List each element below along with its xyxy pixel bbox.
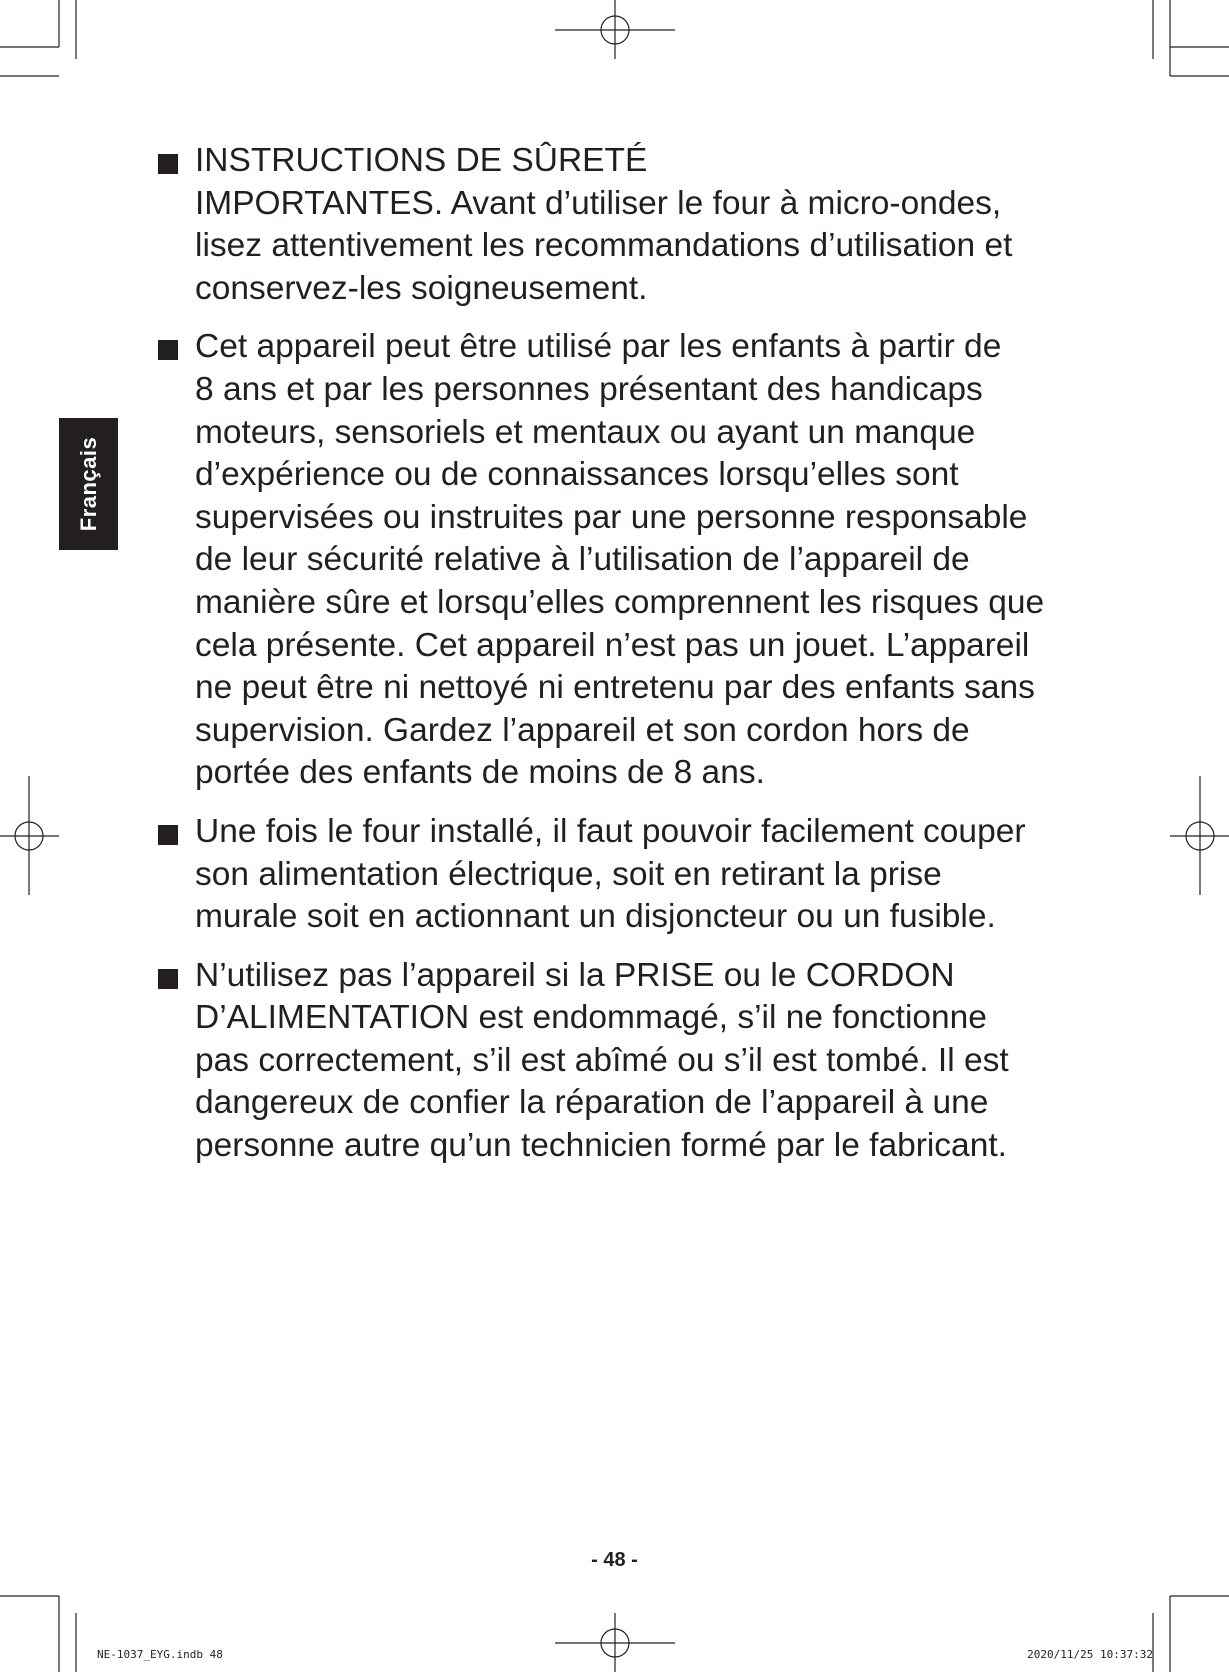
square-bullet-icon xyxy=(158,154,178,174)
square-bullet-icon xyxy=(158,969,178,989)
instruction-item xyxy=(150,140,1110,310)
language-tab-label: Français xyxy=(75,436,101,532)
instruction-item xyxy=(150,811,1110,939)
print-slug-date: 2020/11/25 10:37:32 xyxy=(1027,1648,1153,1661)
instruction-text: Une fois le four installé, il faut pouvoir facilement couper son alimentation électrique, soit en retirant la prise murale soit en actionnant un disjoncteur ou un fusible. xyxy=(195,812,1026,936)
instruction-text: INSTRUCTIONS DE SÛRETÉ IMPORTANTES. Avant d’utiliser le four à micro-ondes, lisez attentivement les recommandations d’utilisation et conservez-les soigneusement. xyxy=(195,142,1013,307)
page-number: - 48 - xyxy=(591,1549,638,1571)
instruction-item xyxy=(150,326,1110,795)
instruction-text: Cet appareil peut être utilisé par les enfants à partir de 8 ans et par les personnes présentant des handicaps moteurs, sensoriels et mentaux ou ayant un manque d’expérience ou de connaissances lorsqu’elles sont supervisées ou instruites par une personne responsable de leur sécurité relative à l’utilisation de l’appareil de manière sûre et lorsqu’elles comprennent les risques que cela présente. Cet appareil n’est pas un jouet. L’appareil ne peut être ni nettoyé ni entretenu par des enfants sans supervision. Gardez l’appareil et son cordon hors de portée des enfants de moins de 8 ans. xyxy=(195,328,1045,792)
print-slug-file: NE-1037_EYG.indb 48 xyxy=(97,1648,223,1661)
instruction-list xyxy=(150,140,1110,1184)
square-bullet-icon xyxy=(158,825,178,845)
language-tab xyxy=(59,418,118,550)
square-bullet-icon xyxy=(158,340,178,360)
instruction-text: N’utilisez pas l’appareil si la PRISE ou le CORDON D’ALIMENTATION est endommagé, s’il ne fonctionne pas correctement, s’il est abîmé ou s’il est tombé. Il est dangereux de confier la réparation de l’appareil à une personne autre qu’un technicien formé par le fabricant. xyxy=(195,956,1009,1165)
instruction-item xyxy=(150,955,1110,1168)
